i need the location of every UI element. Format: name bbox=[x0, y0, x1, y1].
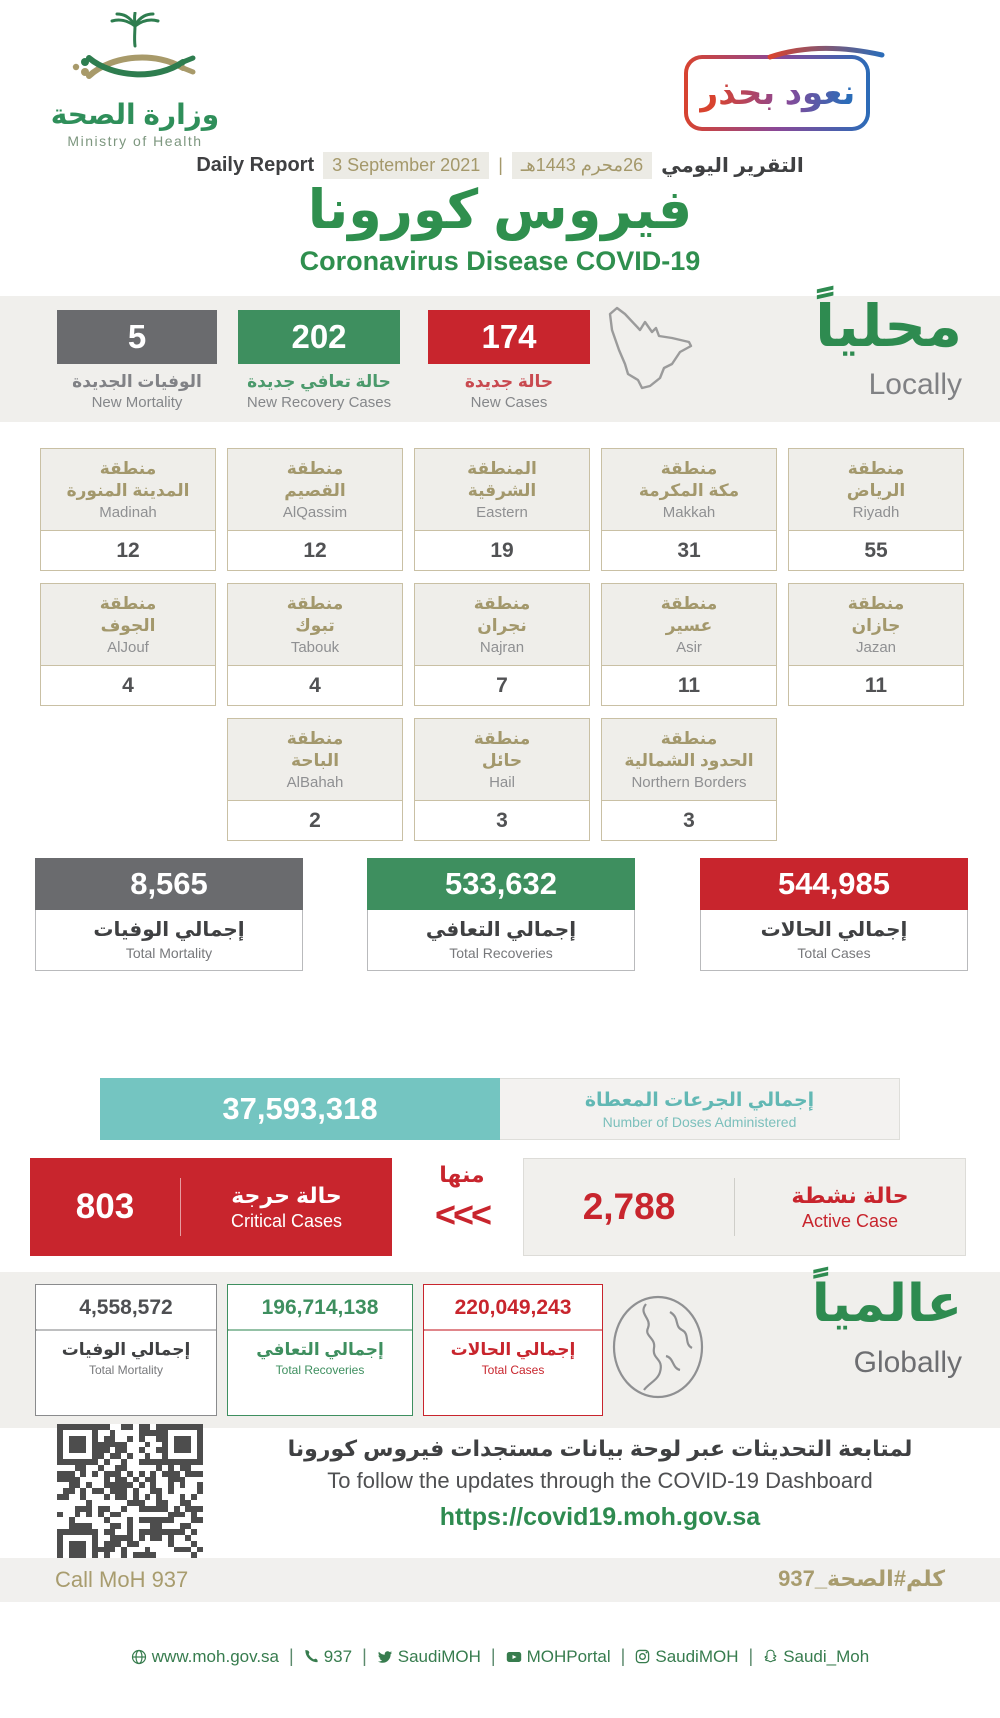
total-recoveries-label-en: Total Recoveries bbox=[449, 945, 553, 961]
moh-name-english: Ministry of Health bbox=[67, 133, 203, 149]
active-cases-value: 2,788 bbox=[582, 1186, 676, 1227]
globally-section bbox=[0, 1272, 1000, 1428]
critical-cases-label-ar: حالة حرجة bbox=[231, 1182, 342, 1208]
snapchat-icon bbox=[763, 1649, 778, 1664]
region-value: 4 bbox=[228, 666, 402, 705]
divider bbox=[424, 1329, 602, 1331]
page-title-english: Coronavirus Disease COVID-19 bbox=[299, 246, 701, 276]
region-value: 3 bbox=[602, 801, 776, 840]
region-en: Hail bbox=[489, 774, 515, 792]
separator: | bbox=[490, 1646, 496, 1666]
region-en: Madinah bbox=[99, 504, 157, 522]
global-mortality-label-en: Total Mortality bbox=[88, 1363, 164, 1377]
region-ar: الجوف bbox=[100, 616, 156, 635]
region-value: 12 bbox=[41, 531, 215, 570]
moh-logo bbox=[40, 12, 230, 149]
global-mortality-label-ar: إجمالي الوفيات bbox=[61, 1340, 191, 1359]
global-cases-label-en: Total Cases bbox=[481, 1363, 545, 1377]
active-cases-box bbox=[523, 1158, 966, 1256]
gregorian-date: 3 September 2021 bbox=[323, 152, 489, 179]
globally-title-ar: عالمياً bbox=[811, 1275, 962, 1333]
website-link[interactable] bbox=[131, 1647, 279, 1667]
total-mortality-label-en: Total Mortality bbox=[125, 945, 213, 961]
total-recoveries-card bbox=[367, 858, 635, 971]
call-moh-label-en: Call MoH 937 bbox=[55, 1567, 189, 1592]
divider bbox=[36, 1329, 216, 1331]
snapchat-link[interactable] bbox=[763, 1647, 869, 1667]
region-card-makkah bbox=[601, 448, 777, 571]
snapchat-label: Saudi_Moh bbox=[783, 1646, 870, 1666]
region-ar: مكة المكرمة bbox=[638, 481, 740, 500]
region-value: 2 bbox=[228, 801, 402, 840]
qr-code bbox=[57, 1424, 203, 1570]
new-cases-label-ar: حالة جديدة bbox=[464, 372, 554, 391]
region-en: Eastern bbox=[476, 504, 528, 522]
new-recovery-label-en: New Recovery Cases bbox=[246, 394, 392, 411]
global-cases-value: 220,049,243 bbox=[454, 1296, 572, 1319]
region-ar: منطقة bbox=[660, 458, 718, 478]
region-value: 19 bbox=[415, 531, 589, 570]
of-which-indicator bbox=[416, 1162, 508, 1236]
badge-text: نعود بحذر bbox=[698, 74, 856, 112]
dashboard-url-link[interactable]: https://covid19.moh.gov.sa bbox=[439, 1503, 761, 1531]
hijri-date: 26محرم 1443هـ bbox=[512, 152, 652, 179]
phone-label: 937 bbox=[323, 1646, 353, 1666]
separator: | bbox=[289, 1646, 294, 1666]
region-ar: منطقة bbox=[847, 593, 905, 613]
total-recoveries-value: 533,632 bbox=[367, 858, 635, 910]
daily-report-label-ar: التقرير اليومي bbox=[661, 155, 804, 177]
locally-title-en: Locally bbox=[868, 368, 962, 401]
locally-title-ar: محلياً bbox=[815, 294, 962, 359]
instagram-icon bbox=[635, 1649, 650, 1664]
chevrons-left-icon: <<< bbox=[434, 1194, 490, 1235]
social-links-row bbox=[0, 1646, 1000, 1667]
doses-administered-bar bbox=[100, 1078, 900, 1140]
youtube-icon bbox=[506, 1650, 522, 1664]
page-title-arabic: فيروس كورونا bbox=[307, 180, 693, 240]
region-en: AlQassim bbox=[282, 504, 348, 522]
phone-link[interactable] bbox=[304, 1647, 352, 1667]
global-recoveries-card bbox=[227, 1284, 413, 1416]
region-card-aljouf bbox=[40, 583, 216, 706]
badge-swoosh-icon bbox=[766, 41, 886, 63]
global-recoveries-value: 196,714,138 bbox=[261, 1296, 379, 1319]
region-card-tabouk bbox=[227, 583, 403, 706]
new-recovery-stat bbox=[238, 310, 400, 411]
region-value: 4 bbox=[41, 666, 215, 705]
new-recovery-value: 202 bbox=[238, 310, 400, 364]
region-value: 55 bbox=[789, 531, 963, 570]
global-recoveries-label-en: Total Recoveries bbox=[275, 1363, 365, 1377]
region-ar: منطقة bbox=[286, 593, 344, 613]
region-value: 31 bbox=[602, 531, 776, 570]
youtube-link[interactable] bbox=[506, 1647, 611, 1667]
region-ar: الحدود الشمالية bbox=[624, 751, 754, 770]
region-ar: نجران bbox=[477, 616, 527, 635]
separator: | bbox=[620, 1646, 626, 1666]
region-card-asir bbox=[601, 583, 777, 706]
region-ar: منطقة bbox=[286, 728, 344, 748]
region-ar: منطقة bbox=[473, 593, 531, 613]
doses-label-en: Number of Doses Administered bbox=[602, 1113, 797, 1130]
new-cases-label-en: New Cases bbox=[470, 394, 548, 411]
separator: | bbox=[362, 1646, 367, 1666]
region-ar: المنطقة bbox=[467, 458, 537, 478]
badge-inner bbox=[688, 59, 866, 127]
globe-icon bbox=[131, 1649, 147, 1665]
region-en: Northern Borders bbox=[631, 774, 747, 792]
global-mortality-card bbox=[35, 1284, 217, 1416]
instagram-label: SaudiMOH bbox=[655, 1646, 739, 1666]
region-ar: جازان bbox=[851, 616, 901, 635]
region-card-hail bbox=[414, 718, 590, 841]
region-ar: الشرقية bbox=[467, 481, 537, 500]
twitter-link[interactable] bbox=[377, 1647, 481, 1667]
region-card-najran bbox=[414, 583, 590, 706]
saudi-map-icon bbox=[592, 298, 712, 416]
region-ar: الرياض bbox=[846, 481, 906, 500]
new-mortality-label-ar: الوفيات الجديدة bbox=[72, 372, 202, 391]
region-card-jazan bbox=[788, 583, 964, 706]
new-cases-value: 174 bbox=[428, 310, 590, 364]
separator: | bbox=[748, 1646, 754, 1666]
global-recoveries-label-ar: إجمالي التعافي bbox=[256, 1340, 384, 1359]
new-recovery-label-ar: حالة تعافي جديدة bbox=[247, 372, 391, 391]
region-en: Asir bbox=[676, 639, 702, 657]
region-ar: منطقة bbox=[847, 458, 905, 478]
global-cases-label-ar: إجمالي الحالات bbox=[450, 1340, 576, 1359]
global-mortality-value: 4,558,572 bbox=[79, 1296, 173, 1319]
critical-cases-label-en: Critical Cases bbox=[230, 1210, 343, 1231]
divider bbox=[228, 1329, 412, 1331]
new-mortality-stat bbox=[57, 310, 217, 411]
call-moh-label-ar: كلم#الصحة_937 bbox=[778, 1566, 945, 1591]
region-value: 7 bbox=[415, 666, 589, 705]
doses-value: 37,593,318 bbox=[100, 1078, 500, 1140]
doses-label-ar: إجمالي الجرعات المعطاة bbox=[584, 1089, 815, 1111]
region-card-alqassim bbox=[227, 448, 403, 571]
region-en: AlBahah bbox=[286, 774, 344, 792]
website-label: www.moh.gov.sa bbox=[151, 1646, 280, 1666]
locally-section bbox=[0, 296, 1000, 422]
region-ar: منطقة bbox=[473, 728, 531, 748]
report-date-line bbox=[0, 152, 1000, 179]
twitter-label: SaudiMOH bbox=[397, 1646, 481, 1666]
total-cases-label-en: Total Cases bbox=[797, 945, 871, 961]
new-mortality-value: 5 bbox=[57, 310, 217, 364]
region-ar: المدينة المنورة bbox=[66, 481, 190, 500]
youtube-label: MOHPortal bbox=[526, 1646, 611, 1666]
new-cases-stat bbox=[428, 310, 590, 411]
region-ar: منطقة bbox=[99, 458, 157, 478]
region-card-eastern bbox=[414, 448, 590, 571]
total-recoveries-label-ar: إجمالي التعافي bbox=[425, 919, 577, 941]
total-mortality-label-ar: إجمالي الوفيات bbox=[93, 919, 245, 941]
region-value: 11 bbox=[602, 666, 776, 705]
region-ar: تبوك bbox=[295, 616, 335, 635]
dashboard-line-en: To follow the updates through the COVID-19 Dashboard bbox=[327, 1468, 873, 1493]
call-moh-band bbox=[0, 1558, 1000, 1602]
region-card-northern-borders bbox=[601, 718, 777, 841]
region-ar: القصيم bbox=[284, 481, 346, 500]
region-card-riyadh bbox=[788, 448, 964, 571]
date-separator: | bbox=[498, 155, 503, 175]
active-cases-label-ar: حالة نشطة bbox=[791, 1182, 909, 1208]
new-mortality-label-en: New Mortality bbox=[91, 394, 183, 411]
moh-emblem-icon bbox=[55, 12, 215, 100]
region-ar: منطقة bbox=[660, 593, 718, 613]
region-ar: منطقة bbox=[286, 458, 344, 478]
region-value: 11 bbox=[789, 666, 963, 705]
critical-cases-value: 803 bbox=[75, 1187, 135, 1226]
region-ar: منطقة bbox=[99, 593, 157, 613]
total-cases-card bbox=[700, 858, 968, 971]
moh-name-arabic: وزارة الصحة bbox=[50, 99, 220, 130]
global-cases-card bbox=[423, 1284, 603, 1416]
return-with-caution-badge bbox=[684, 55, 870, 131]
globally-title-en: Globally bbox=[853, 1346, 962, 1379]
critical-cases-box bbox=[30, 1158, 392, 1256]
region-value: 12 bbox=[228, 531, 402, 570]
active-cases-label-en: Active Case bbox=[801, 1210, 899, 1231]
total-mortality-card bbox=[35, 858, 303, 971]
twitter-icon bbox=[377, 1649, 393, 1665]
total-mortality-value: 8,565 bbox=[35, 858, 303, 910]
region-en: Riyadh bbox=[852, 504, 900, 522]
region-ar: الباحة bbox=[290, 751, 340, 770]
region-ar: عسير bbox=[665, 616, 713, 635]
of-which-label-ar: منها bbox=[439, 1162, 485, 1187]
region-en: Jazan bbox=[855, 639, 897, 657]
total-cases-label-ar: إجمالي الحالات bbox=[760, 919, 908, 941]
region-en: Makkah bbox=[662, 504, 716, 522]
region-value: 3 bbox=[415, 801, 589, 840]
region-ar: حائل bbox=[481, 751, 523, 770]
region-card-albahah bbox=[227, 718, 403, 841]
region-en: AlJouf bbox=[107, 639, 149, 657]
region-card-madinah bbox=[40, 448, 216, 571]
dashboard-line-ar: لمتابعة التحديثات عبر لوحة بيانات مستجدات فيروس كورونا bbox=[287, 1436, 913, 1461]
region-en: Tabouk bbox=[290, 639, 340, 657]
instagram-link[interactable] bbox=[635, 1647, 738, 1667]
daily-report-label-en: Daily Report bbox=[196, 154, 315, 176]
phone-icon bbox=[304, 1649, 319, 1664]
region-ar: منطقة bbox=[660, 728, 718, 748]
region-en: Najran bbox=[479, 639, 525, 657]
total-cases-value: 544,985 bbox=[700, 858, 968, 910]
